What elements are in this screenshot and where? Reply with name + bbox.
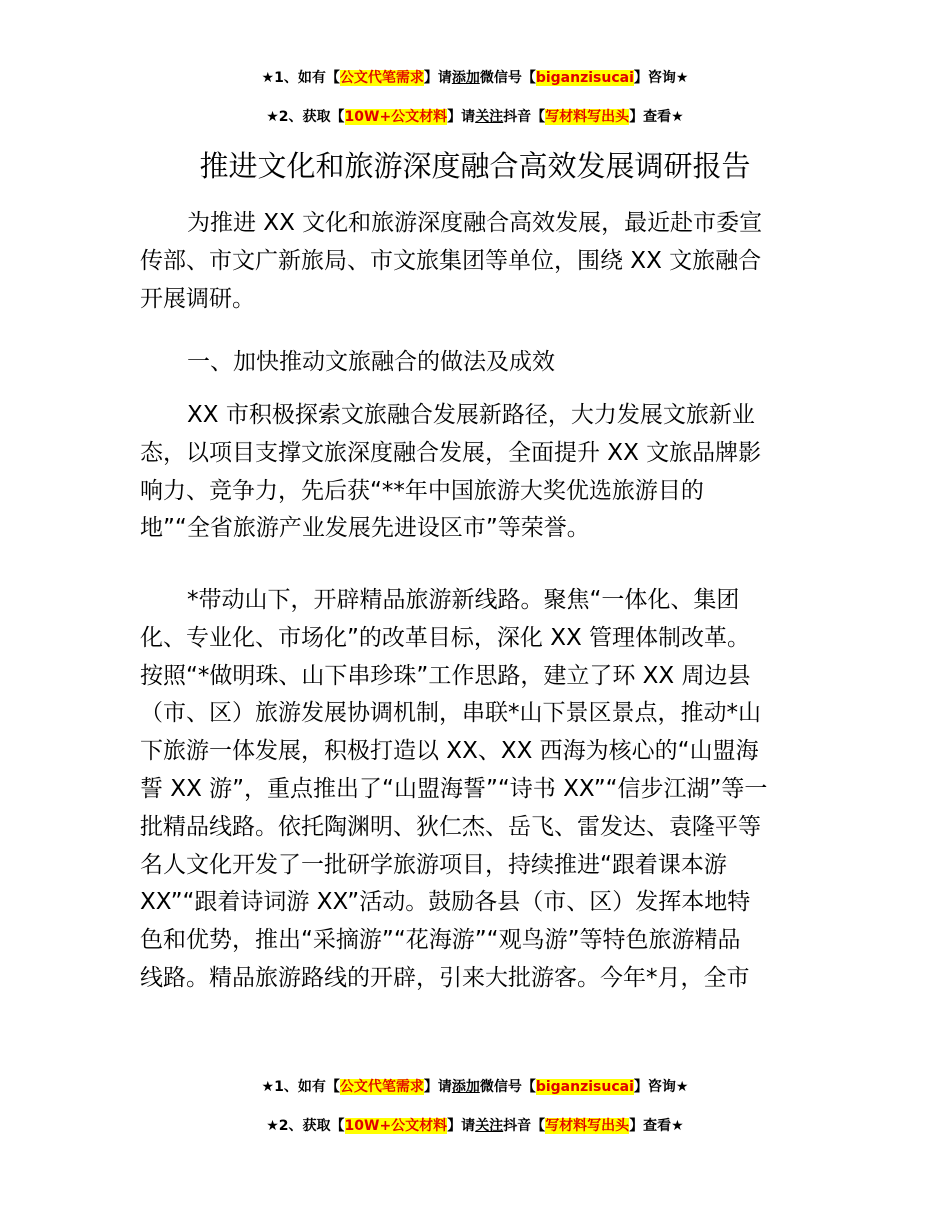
banner-text: 】请 bbox=[447, 109, 476, 125]
banner-underlined: 添加 bbox=[451, 70, 480, 86]
intro-paragraph bbox=[140, 205, 812, 318]
footer-banner-line-2 bbox=[0, 1116, 950, 1136]
paragraph-line: 为推进 XX 文化和旅游深度融合高效发展，最近赴市委宣 bbox=[187, 210, 763, 236]
paragraph-line: 地”“全省旅游产业发展先进设区市”等荣誉。 bbox=[140, 515, 590, 542]
document-title: 推进文化和旅游深度融合高效发展调研报告 bbox=[199, 149, 751, 183]
banner-highlight: 10W+公文材料 bbox=[344, 1118, 448, 1134]
banner-text: ★1、如有【 bbox=[261, 70, 340, 86]
paragraph-line: 态，以项目支撑文旅深度融合发展，全面提升 XX 文旅品牌影 bbox=[140, 439, 762, 466]
paragraph-line: （市、区）旅游发展协调机制，串联*山下景区景点，推动*山 bbox=[140, 700, 761, 727]
header-banner-line-1 bbox=[0, 68, 950, 88]
banner-highlight: 写材料写出头 bbox=[545, 1118, 630, 1134]
section-heading bbox=[140, 344, 812, 382]
banner-text: 微信号【 bbox=[479, 1079, 536, 1095]
paragraph-line: 按照“*做明珠、山下串珍珠”工作思路，建立了环 XX 周边县 bbox=[140, 662, 751, 689]
banner-text: 】查看★ bbox=[629, 109, 684, 125]
banner-text: 】咨询★ bbox=[633, 70, 689, 86]
paragraph-line: XX 市积极探索文旅融合发展新路径，大力发展文旅新业 bbox=[187, 402, 755, 428]
banner-text: 微信号【 bbox=[479, 70, 536, 86]
heading-text: 一、加快推动文旅融合的做法及成效 bbox=[187, 349, 555, 375]
header-banner-line-2 bbox=[0, 107, 950, 127]
paragraph-line: 传部、市文广新旅局、市文旅集团等单位，围绕 XX 文旅融合 bbox=[140, 247, 762, 274]
banner-underlined: 添加 bbox=[451, 1079, 480, 1095]
banner-highlight: 写材料写出头 bbox=[545, 109, 630, 125]
banner-underlined: 关注 bbox=[475, 1118, 504, 1134]
paragraph-line: 开展调研。 bbox=[140, 285, 255, 312]
banner-text: ★2、获取【 bbox=[266, 1118, 345, 1134]
banner-text: ★1、如有【 bbox=[261, 1079, 340, 1095]
banner-text: 】查看★ bbox=[629, 1118, 684, 1134]
paragraph-line: 誓 XX 游”，重点推出了“山盟海誓”“诗书 XX”“信步江湖”等一 bbox=[140, 775, 768, 802]
paragraph-line: XX”“跟着诗词游 XX”活动。鼓励各县（市、区）发挥本地特 bbox=[140, 889, 751, 916]
banner-underlined: 关注 bbox=[475, 109, 504, 125]
paragraph-line: 批精品线路。依托陶渊明、狄仁杰、岳飞、雷发达、袁隆平等 bbox=[140, 813, 761, 840]
paragraph-line: 化、专业化、市场化”的改革目标，深化 XX 管理体制改革。 bbox=[140, 624, 751, 651]
banner-text: 】请 bbox=[423, 70, 452, 86]
banner-highlight: 公文代笔需求 bbox=[339, 1079, 424, 1095]
banner-highlight: 10W+公文材料 bbox=[344, 109, 448, 125]
paragraph-line: *带动山下，开辟精品旅游新线路。聚焦“一体化、集团 bbox=[187, 587, 740, 613]
paragraph-line: 下旅游一体发展，积极打造以 XX、XX 西海为核心的“山盟海 bbox=[140, 738, 759, 765]
banner-text: 】请 bbox=[447, 1118, 476, 1134]
banner-text: 抖音【 bbox=[503, 1118, 546, 1134]
paragraph-line: 线路。精品旅游路线的开辟，引来大批游客。今年*月，全市 bbox=[140, 964, 750, 991]
banner-text: 】请 bbox=[423, 1079, 452, 1095]
banner-text: 抖音【 bbox=[503, 109, 546, 125]
body-paragraph-1 bbox=[140, 397, 812, 548]
footer-banner-line-1 bbox=[0, 1077, 950, 1097]
paragraph-line: 名人文化开发了一批研学旅游项目，持续推进“跟着课本游 bbox=[140, 851, 727, 878]
body-paragraph-2 bbox=[140, 582, 812, 998]
banner-highlight: 公文代笔需求 bbox=[339, 70, 424, 86]
banner-highlight: biganzisucai bbox=[535, 1079, 634, 1095]
paragraph-line: 响力、竞争力，先后获“**年中国旅游大奖优选旅游目的 bbox=[140, 477, 704, 504]
banner-text: ★2、获取【 bbox=[266, 109, 345, 125]
paragraph-line: 色和优势，推出“采摘游”“花海游”“观鸟游”等特色旅游精品 bbox=[140, 927, 741, 954]
banner-text: 】咨询★ bbox=[633, 1079, 689, 1095]
banner-highlight: biganzisucai bbox=[535, 70, 634, 86]
